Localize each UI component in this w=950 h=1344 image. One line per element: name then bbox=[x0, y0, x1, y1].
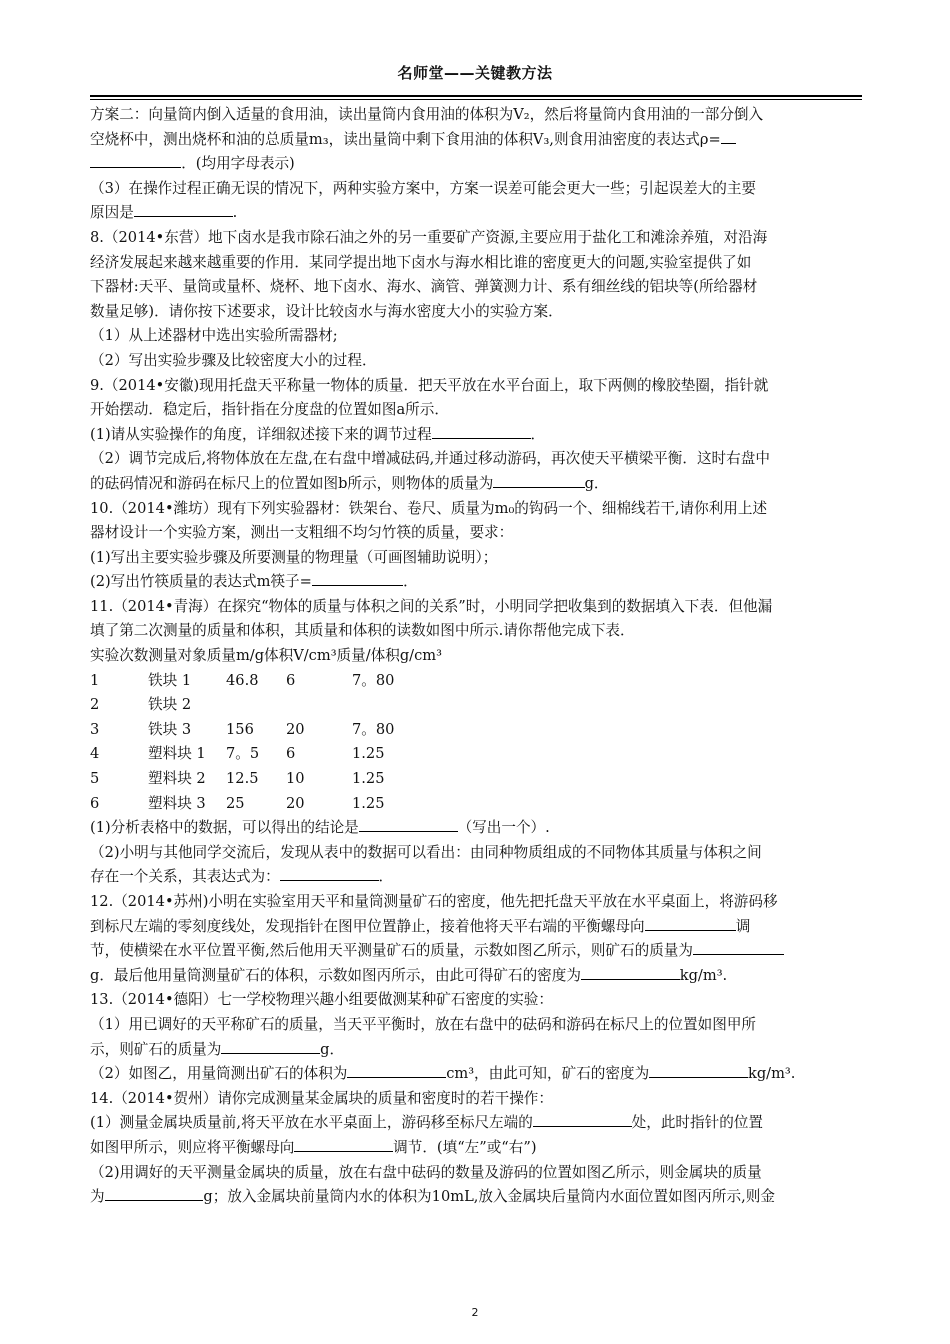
table-cell: 塑料块 3 bbox=[148, 794, 206, 812]
answer-blank[interactable] bbox=[581, 964, 680, 980]
table-cell: 10 bbox=[286, 770, 305, 788]
text-line: 存在一个关系，其表达式为： ． bbox=[90, 865, 862, 890]
text-line: 为 g；放入金属块前量筒内水的体积为10mL,放入金属块后量筒内水面位置如图丙所示,则金 bbox=[90, 1185, 862, 1210]
text-line: 填了第二次测量的质量和体积，其质量和体积的读数如图中所示.请你帮他完成下表． bbox=[90, 622, 635, 640]
table-cell: 20 bbox=[286, 794, 305, 812]
text-block-1 bbox=[90, 103, 862, 669]
table-cell: 46.8 bbox=[226, 671, 259, 689]
table-cell: 铁块 3 bbox=[148, 720, 192, 738]
table-cell: 7。5 bbox=[226, 745, 260, 763]
table-cell: 铁块 1 bbox=[148, 671, 192, 689]
table-cell: 1.25 bbox=[352, 794, 385, 812]
document-body bbox=[90, 103, 862, 1210]
text-block-2 bbox=[90, 816, 862, 1210]
text-line: （2)用调好的天平测量金属块的质量，放在右盘中砝码的数量及游码的位置如图乙所示，则金属块的质量 bbox=[90, 1163, 762, 1181]
text-line: 下器材:天平、量筒或量杯、烧杯、地下卤水、海水、滴管、弹簧测力计、系有细丝线的铝块等(所给器材 bbox=[90, 278, 758, 296]
page-number: 2 bbox=[471, 1306, 479, 1319]
table-cell: 25 bbox=[226, 794, 245, 812]
text-line: g．最后他用量筒测量矿石的体积，示数如图丙所示，由此可得矿石的密度为 kg/m³. bbox=[90, 964, 862, 989]
text-line: （2）写出实验步骤及比较密度大小的过程． bbox=[90, 351, 377, 369]
table-row bbox=[90, 718, 862, 743]
table-cell bbox=[286, 693, 352, 718]
text-line: （1）从上述器材中选出实验所需器材; bbox=[90, 327, 338, 345]
text-line: 10.（2014•潍坊）现有下列实验器材：铁架台、卷尺、质量为m₀的钩码一个、细棉线若干,请你利用上述 bbox=[90, 499, 768, 517]
table-row bbox=[90, 742, 862, 767]
text-line: 11.（2014•青海）在探究“物体的质量与体积之间的关系”时，小明同学把收集到的数据填入下表．但他漏 bbox=[90, 597, 773, 615]
table-cell: 6 bbox=[286, 671, 296, 689]
table-cell: 铁块 2 bbox=[148, 696, 192, 714]
text-line: （2）如图乙，用量筒测出矿石的体积为 cm³，由此可知，矿石的密度为 kg/m³. bbox=[90, 1062, 862, 1087]
answer-blank[interactable] bbox=[294, 1136, 393, 1152]
text-line: 13.（2014•德阳）七一学校物理兴趣小组要做测某种矿石密度的实验： bbox=[90, 991, 553, 1009]
text-line: 原因是 . bbox=[90, 201, 862, 226]
table-cell: 塑料块 2 bbox=[148, 770, 206, 788]
table-cell: 1.25 bbox=[352, 770, 385, 788]
table-cell: 5 bbox=[90, 770, 100, 788]
header-rule-thin bbox=[90, 99, 862, 100]
table-row bbox=[90, 669, 862, 694]
text-line: (1)请从实验操作的角度，详细叙述接下来的调节过程 ． bbox=[90, 423, 862, 448]
text-line: (1)分析表格中的数据，可以得出的结论是 （写出一个）. bbox=[90, 816, 862, 841]
table-cell: 塑料块 1 bbox=[148, 745, 206, 763]
table-cell: 4 bbox=[90, 745, 100, 763]
text-line: 到标尺左端的零刻度线处，发现指针在图甲位置静止，接着他将天平右端的平衡螺母向 调 bbox=[90, 915, 862, 940]
table-cell: 7。80 bbox=[352, 720, 395, 738]
answer-blank[interactable] bbox=[105, 1185, 204, 1201]
answer-blank[interactable] bbox=[134, 201, 233, 217]
answer-blank[interactable] bbox=[493, 472, 584, 488]
answer-blank[interactable] bbox=[649, 1062, 748, 1078]
table-cell: 20 bbox=[286, 720, 305, 738]
table-cell: 1.25 bbox=[352, 745, 385, 763]
text-line: 经济发展起来越来越重要的作用．某同学提出地下卤水与海水相比谁的密度更大的问题,实验室提供了如 bbox=[90, 253, 752, 271]
text-line: （2)小明与其他同学交流后，发现从表中的数据可以看出：由同种物质组成的不同物体其质量与体积之间 bbox=[90, 843, 762, 861]
text-line: （1）用已调好的天平称矿石的质量，当天平平衡时，放在右盘中的砝码和游码在标尺上的位置如图甲所 bbox=[90, 1015, 757, 1033]
text-line: 空烧杯中，测出烧杯和油的总质量m₃，读出量筒中剩下食用油的体积V₃,则食用油密度的表达式ρ= bbox=[90, 128, 862, 153]
answer-blank[interactable] bbox=[533, 1111, 632, 1127]
text-line: (2)写出竹筷质量的表达式m筷子= ． bbox=[90, 570, 862, 595]
text-line: ．(均用字母表示) bbox=[90, 152, 862, 177]
table-cell: 1 bbox=[90, 671, 100, 689]
page-header-title: 名师堂——关键教方法 bbox=[397, 64, 553, 82]
text-line: 开始摆动．稳定后，指针指在分度盘的位置如图a所示． bbox=[90, 401, 449, 419]
text-line: (1）测量金属块质量前,将天平放在水平桌面上，游码移至标尺左端的 处，此时指针的位置 bbox=[90, 1111, 862, 1136]
text-line: （2）调节完成后,将物体放在左盘,在右盘中增减砝码,并通过移动游码，再次使天平横梁平衡．这时右盘中 bbox=[90, 450, 770, 468]
text-line: 8.（2014•东营）地下卤水是我市除石油之外的另一重要矿产资源,主要应用于盐化工和滩涂养殖，对沿海 bbox=[90, 228, 768, 246]
text-line: 方案二：向量筒内倒入适量的食用油，读出量筒内食用油的体积为V₂，然后将量筒内食用油的一部分倒入 bbox=[90, 106, 764, 123]
answer-blank[interactable] bbox=[645, 915, 736, 931]
answer-blank[interactable] bbox=[221, 1038, 320, 1054]
text-line: 的砝码情况和游码在标尺上的位置如图b所示，则物体的质量为 g． bbox=[90, 472, 862, 497]
text-line: 14.（2014•贺州）请你完成测量某金属块的质量和密度时的若干操作： bbox=[90, 1089, 553, 1107]
answer-blank[interactable] bbox=[693, 939, 784, 955]
answer-blank[interactable] bbox=[721, 128, 736, 144]
text-line: 实验次数测量对象质量m/g体积V/cm³质量/体积g/cm³ bbox=[90, 647, 442, 665]
answer-blank[interactable] bbox=[90, 152, 181, 168]
text-line: 9.（2014•安徽)现用托盘天平称量一物体的质量．把天平放在水平台面上，取下两侧的橡胶垫圈，指针就 bbox=[90, 376, 769, 394]
text-line: (1)写出主要实验步骤及所要测量的物理量（可画图辅助说明）； bbox=[90, 548, 498, 566]
answer-blank[interactable] bbox=[280, 865, 379, 881]
answer-blank[interactable] bbox=[347, 1062, 446, 1078]
text-line: 12.（2014•苏州)小明在实验室用天平和量筒测量矿石的密度，他先把托盘天平放在水平桌面上，将游码移 bbox=[90, 893, 778, 910]
table-cell: 3 bbox=[90, 720, 100, 738]
table-cell: 12.5 bbox=[226, 770, 259, 788]
text-line: 如图甲所示，则应将平衡螺母向 调节．(填“左”或“右”) bbox=[90, 1136, 862, 1161]
table-cell: 156 bbox=[226, 720, 254, 738]
table-row bbox=[90, 693, 862, 718]
text-line: 器材设计一个实验方案，测出一支粗细不均匀竹筷的质量，要求： bbox=[90, 524, 514, 542]
table-cell: 7。80 bbox=[352, 671, 395, 689]
answer-blank[interactable] bbox=[432, 423, 531, 439]
answer-blank[interactable] bbox=[359, 816, 458, 832]
table-cell: 6 bbox=[90, 794, 100, 812]
answer-blank[interactable] bbox=[312, 570, 403, 586]
table-cell: 2 bbox=[90, 696, 100, 714]
table-row bbox=[90, 767, 862, 792]
text-line: （3）在操作过程正确无误的情况下，两种实验方案中，方案一误差可能会更大一些；引起误差大的主要 bbox=[90, 179, 757, 197]
table-row bbox=[90, 792, 862, 817]
data-table bbox=[90, 669, 862, 817]
header-rule-thick bbox=[90, 95, 862, 97]
text-line: 数量足够)．请你按下述要求，设计比较卤水与海水密度大小的实验方案． bbox=[90, 302, 563, 320]
text-line: 示，则矿石的质量为 g． bbox=[90, 1038, 862, 1063]
table-cell bbox=[226, 693, 286, 718]
text-line: 节，使横梁在水平位置平衡,然后他用天平测量矿石的质量，示数如图乙所示，则矿石的质量为 bbox=[90, 939, 862, 964]
table-cell: 6 bbox=[286, 745, 296, 763]
